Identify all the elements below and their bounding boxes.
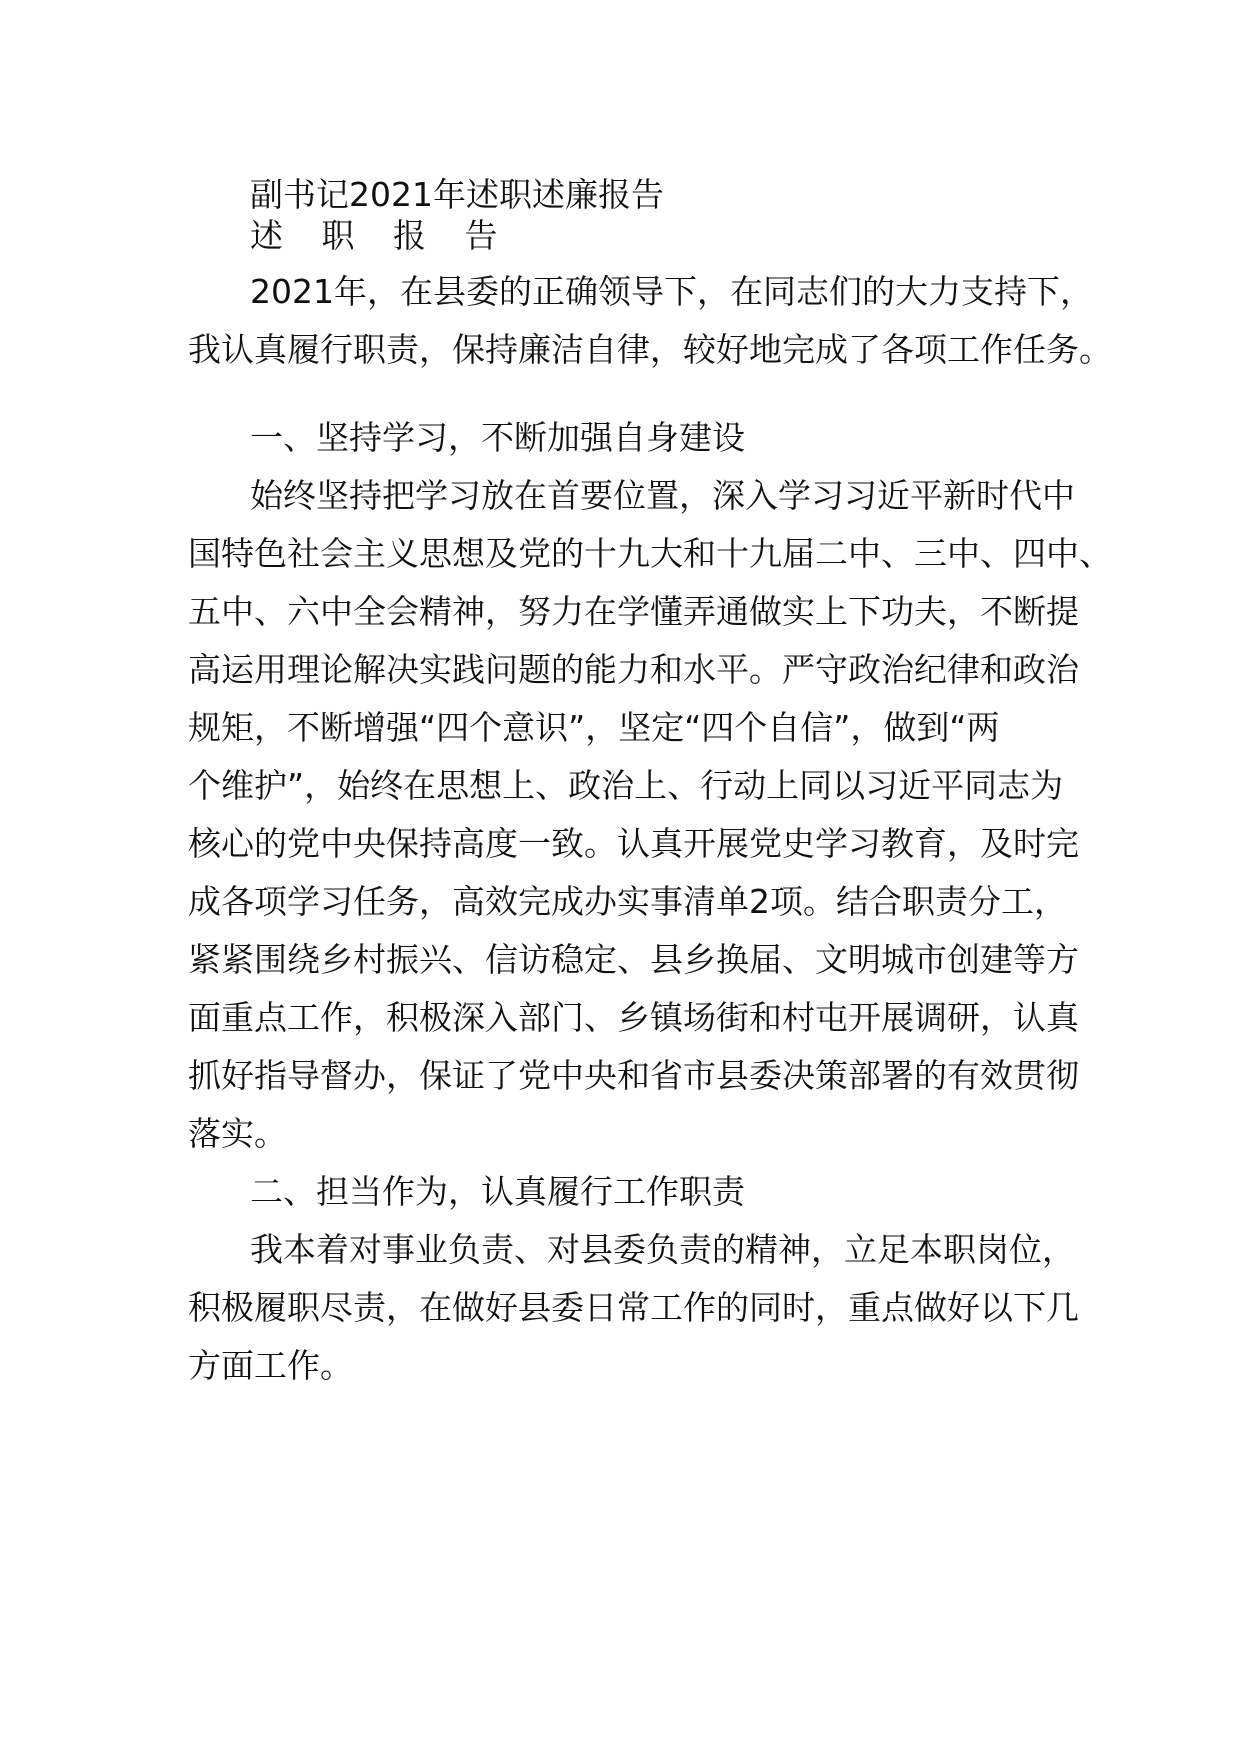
intro-line-2: 我认真履行职责，保持廉洁自律，较好地完成了各项工作任务。 (188, 330, 1112, 369)
intro-line-1: 2021年，在县委的正确领导下，在同志们的大力支持下， (250, 272, 1093, 311)
section-1-line: 规矩，不断增强“四个意识”，坚定“四个自信”，做到“两 (188, 708, 1000, 747)
section-1-line: 国特色社会主义思想及党的十九大和十九届二中、三中、四中、 (188, 534, 1112, 573)
section-1-line: 落实。 (188, 1114, 287, 1153)
section-1-line: 高运用理论解决实践问题的能力和水平。严守政治纪律和政治 (188, 650, 1079, 689)
section-1-line: 始终坚持把学习放在首要位置，深入学习习近平新时代中 (250, 476, 1075, 515)
section-1-line: 紧紧围绕乡村振兴、信访稳定、县乡换届、文明城市创建等方 (188, 940, 1079, 979)
section-1-heading: 一、坚持学习，不断加强自身建设 (250, 418, 745, 457)
section-1-line: 抓好指导督办，保证了党中央和省市县委决策部署的有效贯彻 (188, 1056, 1079, 1095)
section-1-line: 个维护”，始终在思想上、政治上、行动上同以习近平同志为 (188, 766, 1064, 805)
section-2-line: 我本着对事业负责、对县委负责的精神，立足本职岗位， (250, 1230, 1075, 1269)
section-1-line: 成各项学习任务，高效完成办实事清单2项。结合职责分工， (188, 882, 1067, 921)
section-2-line: 积极履职尽责，在做好县委日常工作的同时，重点做好以下几 (188, 1288, 1079, 1327)
section-1-line: 核心的党中央保持高度一致。认真开展党史学习教育，及时完 (188, 824, 1079, 863)
section-1-line: 五中、六中全会精神，努力在学懂弄通做实上下功夫，不断提 (188, 592, 1079, 631)
document-subtitle: 述 职 报 告 (250, 216, 512, 255)
document-title: 副书记2021年述职述廉报告 (250, 175, 664, 214)
section-1-line: 面重点工作，积极深入部门、乡镇场街和村屯开展调研，认真 (188, 998, 1079, 1037)
section-2-line: 方面工作。 (188, 1346, 353, 1385)
section-2-heading: 二、担当作为，认真履行工作职责 (250, 1172, 745, 1211)
